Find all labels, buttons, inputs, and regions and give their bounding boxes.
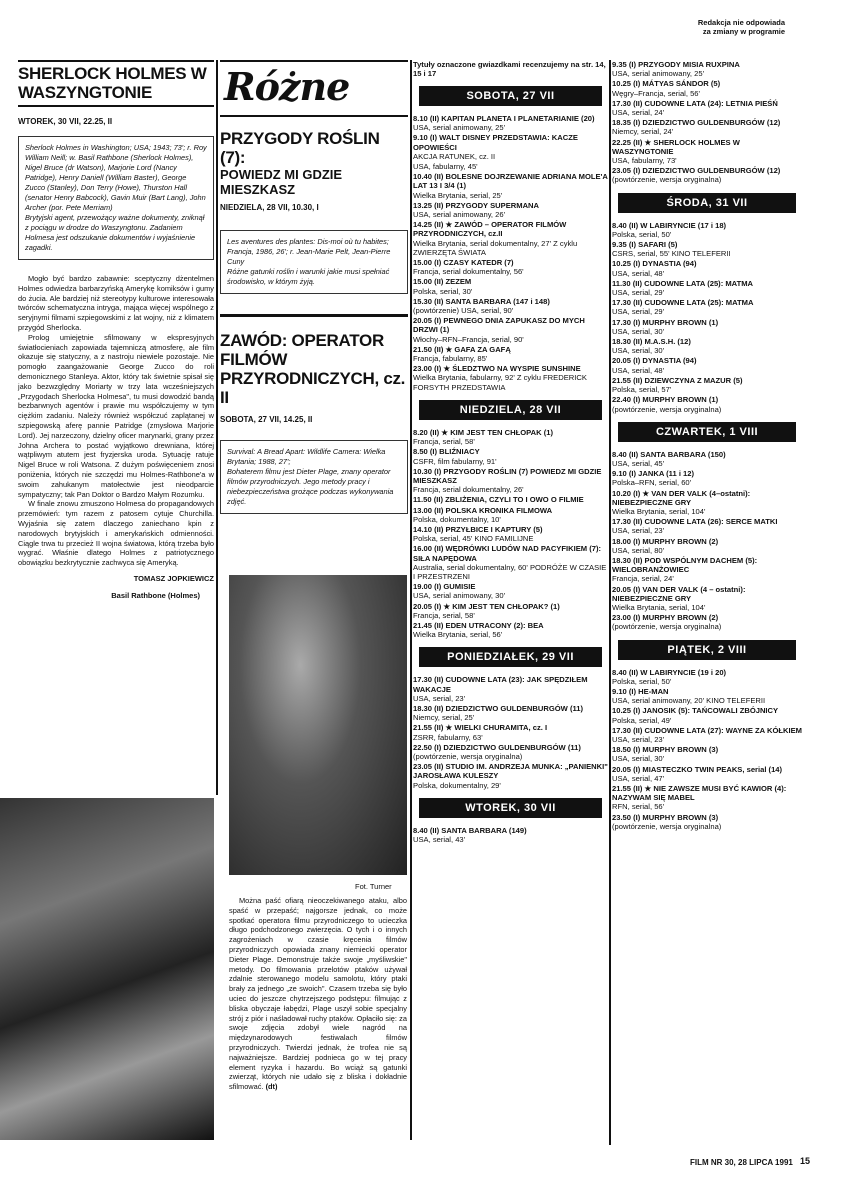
synopsis: Brytyjski agent, przewożący ważne dokumenty, zniknął z pociągu w drodze do Waszyngtonu. Zadaniem Holmesa jest odszukanie dokumentów i wyjaśnienie zagadki. (25, 213, 205, 252)
program-details: Francja, serial dokumentalny, 26' (413, 485, 524, 495)
program-title: 17.30 (II) CUDOWNE LATA (26): SERCE MATKI (612, 517, 778, 527)
program-title: 10.20 (I) ★ VAN DER VALK (4–ostatni): NIEBEZPIECZNE GRY (612, 488, 751, 507)
program-details: Francja, fabularny, 85' (413, 354, 488, 364)
program-details: Polska, serial, 45' KINO FAMILIJNE (413, 534, 534, 544)
program-title: 21.55 (II) ★ WIELKI CHURAMITA, cz. I (413, 723, 548, 733)
program-title: 8.10 (II) KAPITAN PLANETA I PLANETARIANIE (20) (413, 114, 595, 123)
program-title: 9.35 (I) SAFARI (5) (612, 240, 678, 250)
program-item (612, 556, 802, 584)
column-rule (609, 60, 611, 1145)
program-item (413, 704, 608, 722)
day-header: PONIEDZIAŁEK, 29 VII (419, 647, 602, 667)
program-details: Polska, serial, 50' (612, 229, 672, 239)
program-item (413, 762, 608, 790)
body-text: Można paść ofiarą nieoczekiwanego ataku, albo spaść w przepaść; najgorsze jednak, co może spotkać operatora filmu przyrodniczego to ucieczka długo podchodzonego zwierzęcia. O tych i o innych zagrożeniach w czasie kręcenia filmów przyrodniczych opowiada znany niemiecki operator Dieter Plage. Demonstruje także swoje „myśliwskie" metody. Do filmowania przelotów ptaków używał zdalnie sterowanego modelu samolotu, który ptaki brały za jednego „ze swoich". Czasem trzeba się było uciec do jeszcze chytrzejszego podstępu: filmując z bliska obyczaje łabędzi, Plage uszył sobie specjalny strój z piór i naśladował ruchy ptaków. Opłaciło się: za swoje zdjęcia zdobył wiele nagród na międzynarodowych festiwalach filmów przyrodniczych. Twierdzi jednak, że trofea nie są najważniejsze. Bardziej podnieca go w tej pracy element ryzyka i hazardu. Bo wciąż są gatunki zwierząt, których nie udało się z bliska i dokładnie sfilmować. (229, 896, 407, 1092)
program-item (413, 467, 608, 495)
listing-intro: Tytuły oznaczone gwiazdkami recenzujemy na str. 14, 15 i 17 (413, 60, 606, 78)
program-title: 17.30 (II) CUDOWNE LATA (25): MATMA (612, 298, 754, 308)
day-header: WTOREK, 30 VII (419, 798, 602, 818)
program-item (612, 240, 802, 258)
program-details: Polska, serial, 50' (612, 676, 672, 686)
program-item (612, 585, 802, 613)
rozne-section (220, 60, 408, 514)
program-details: Polska, serial, 57' (612, 385, 672, 395)
program-details: Wielka Brytania, serial dokumentalny, 27' Z cyklu ZWIERZĘTA ŚWIATA (413, 238, 578, 257)
synopsis: Bohaterem filmu jest Dieter Plage, znany operator filmów przyrodniczych. Jego metody pracy i niebezpieczeństwa grożące podczas wykonywania zdjęć. (227, 467, 394, 506)
program-item (413, 316, 608, 344)
program-title: 10.30 (I) PRZYGODY ROŚLIN (7) POWIEDZ MI GDZIE MIESZKASZ (413, 466, 602, 485)
program-title: 10.25 (I) DYNASTIA (94) (612, 259, 697, 269)
program-item (413, 826, 608, 844)
note-line-1: Redakcja nie odpowiada (697, 18, 785, 27)
item-title: PRZYGODY ROŚLIN (7): (220, 129, 380, 167)
program-item (612, 337, 802, 355)
air-time: WTOREK, 30 VII, 22.25, II (18, 117, 113, 126)
program-title: 9.10 (I) HE-MAN (612, 686, 669, 696)
program-title: 21.55 (II) DZIEWCZYNA Z MAZUR (5) (612, 375, 743, 385)
program-item (413, 133, 608, 161)
program-item (612, 765, 802, 783)
program-item (413, 428, 608, 446)
signature: (dt) (265, 1082, 278, 1092)
program-title: 21.45 (II) EDEN UTRACONY (2): BEA (413, 620, 544, 630)
diver-shark-photo (229, 575, 407, 875)
program-item (413, 172, 608, 200)
program-details: Francja, serial, 58' (413, 610, 475, 620)
footer-magazine: FILM NR 30, 28 LIPCA 1991 (690, 1158, 793, 1167)
item-title: ZAWÓD: OPERATOR FILMÓW PRZYRODNICZYCH, cz. II (220, 331, 406, 407)
program-item (413, 525, 608, 543)
program-details: Francja, serial dokumentalny, 56' (413, 267, 524, 277)
program-item (612, 259, 802, 277)
program-title: 18.00 (I) MURPHY BROWN (2) (612, 536, 719, 546)
holmes-article (18, 60, 214, 604)
program-details: USA, serial, 23' (413, 693, 466, 703)
program-item (612, 60, 802, 78)
program-details: Wielka Brytania, serial, 104' (612, 602, 706, 612)
program-title: 8.40 (II) SANTA BARBARA (150) (612, 449, 726, 459)
program-details: USA, serial, 30' (612, 326, 665, 336)
photo-credit: Fot. Turner (355, 882, 392, 891)
column-rule (410, 60, 412, 1140)
air-time: SOBOTA, 27 VII, 14.25, II (220, 415, 313, 424)
program-title: 20.05 (I) VAN DER VALK (4 – ostatni): NIEBEZPIECZNE GRY (612, 584, 746, 603)
section-title: Różne (224, 64, 350, 109)
program-details: USA, serial, 24' (612, 108, 665, 118)
program-item (612, 537, 802, 555)
program-title: 8.50 (I) BLIŹNIACY (413, 447, 480, 457)
program-item (612, 166, 802, 184)
program-item (413, 220, 608, 257)
program-title: 18.35 (I) DZIEDZICTWO GULDENBURGÓW (12) (612, 118, 781, 128)
program-details: USA, fabularny, 45' (413, 162, 478, 172)
program-details: USA, serial animowany, 20' KINO TELEFERII (612, 696, 766, 706)
program-item (413, 114, 608, 132)
note-line-2: za zmiany w programie (702, 27, 785, 36)
program-item (413, 162, 608, 171)
program-details: USA, serial, 48' (612, 268, 665, 278)
program-title: 15.00 (I) CZASY KATEDR (7) (413, 258, 514, 268)
program-item (413, 544, 608, 581)
program-details: Polska–RFN, serial, 60' (612, 478, 692, 488)
program-title: 23.00 (I) ★ ŚLEDZTWO NA WYSPIE SUNSHINE (413, 364, 581, 374)
rozne-body (229, 896, 407, 1092)
program-item (612, 517, 802, 535)
program-title: 17.30 (II) CUDOWNE LATA (24): LETNIA PIEŚŃ (612, 98, 778, 108)
program-title: 11.30 (II) CUDOWNE LATA (25): MATMA (612, 278, 754, 288)
program-title: 17.30 (I) MURPHY BROWN (1) (612, 317, 719, 327)
program-item (413, 364, 608, 392)
program-details: CSFR, film fabularny, 91' (413, 456, 497, 466)
program-title: 20.05 (I) MIASTECZKO TWIN PEAKS, serial (14) (612, 764, 783, 774)
program-item (612, 668, 802, 686)
program-details: USA, serial, 23' (612, 734, 665, 744)
credits-box (18, 136, 214, 260)
day-header: CZWARTEK, 1 VIII (618, 422, 796, 442)
program-item (413, 602, 608, 620)
air-time: NIEDZIELA, 28 VII, 10.30, I (220, 203, 319, 212)
program-item (413, 345, 608, 363)
photo-caption: Basil Rathbone (Holmes) (111, 590, 200, 600)
program-title: 18.30 (II) DZIEDZICTWO GULDENBURGÓW (11) (413, 703, 584, 713)
program-title: 8.40 (II) W LABIRYNCIE (19 i 20) (612, 667, 727, 677)
program-item (413, 621, 608, 639)
program-title: 15.30 (II) SANTA BARBARA (147 i 148) (413, 296, 550, 306)
program-title: 14.25 (II) ★ ZAWÓD – OPERATOR FILMÓW PRZYRODNICZYCH, cz.II (413, 220, 567, 239)
program-title: 22.40 (I) MURPHY BROWN (1) (612, 395, 719, 405)
program-title: 23.05 (I) DZIEDZICTWO GULDENBURGÓW (12) (612, 166, 781, 176)
program-details: Francja, serial, 24' (612, 574, 674, 584)
program-details: USA, serial, 43' (413, 835, 466, 844)
program-item (612, 726, 802, 744)
program-details: Polska, serial, 30' (413, 286, 473, 296)
program-title: 17.30 (II) CUDOWNE LATA (27): WAYNE ZA KÓŁKIEM (612, 725, 802, 735)
program-item (413, 297, 608, 315)
program-item (413, 582, 608, 600)
program-item (612, 318, 802, 336)
program-title: 14.10 (II) PRZYŁBICE I KAPTURY (5) (413, 524, 543, 534)
program-details: Wielka Brytania, serial, 104' (612, 506, 706, 516)
program-details: Węgry–Francja, serial, 56' (612, 88, 700, 98)
program-item (413, 447, 608, 465)
program-item (612, 813, 802, 831)
editorial-note (698, 18, 785, 36)
program-details: Wielka Brytania, serial, 56' (413, 630, 503, 640)
program-item (612, 784, 802, 812)
paragraph (229, 896, 407, 1092)
program-title: 8.20 (II) ★ KIM JEST TEN CHŁOPAK (1) (413, 427, 553, 437)
program-details: (powtórzenie) USA, serial, 90' (413, 306, 514, 316)
program-item (612, 376, 802, 394)
program-title: 22.50 (I) DZIEDZICTWO GULDENBURGÓW (11) (413, 742, 581, 752)
program-item (413, 495, 608, 504)
program-details: (powtórzenie, wersja oryginalna) (612, 404, 722, 414)
program-item (612, 395, 802, 413)
program-title: 22.25 (II) ★ SHERLOCK HOLMES W WASZYNGTONIE (612, 137, 740, 156)
program-title: 16.00 (II) WĘDRÓWKI LUDÓW NAD PACYFIKIEM (7): SIŁA NAPĘDOWA (413, 544, 602, 563)
program-title: 18.30 (II) M.A.S.H. (12) (612, 337, 691, 347)
program-details: Niemcy, serial, 25' (413, 713, 475, 723)
program-title: 10.25 (I) JANOSIK (5): TAŃCOWALI ZBÓJNICY (612, 706, 779, 716)
program-details: USA, serial, 45' (612, 458, 665, 468)
program-title: 10.40 (II) BOLESNE DOJRZEWANIE ADRIANA MOLE'A LAT 13 I 3/4 (1) (413, 172, 608, 191)
program-item (413, 277, 608, 295)
program-details: Polska, dokumentalny, 10' (413, 514, 501, 524)
program-item (612, 79, 802, 97)
column-rule (216, 60, 218, 795)
program-title: 18.30 (II) POD WSPÓLNYM DACHEM (5): WIELOBRANŻOWIEC (612, 555, 758, 575)
program-details: USA, serial animowany, 25' (413, 123, 506, 133)
program-title: 20.05 (I) PEWNEGO DNIA ZAPUKASZ DO MYCH DRZWI (1) (413, 316, 585, 335)
program-details: Australia, serial dokumentalny, 60' PODRÓŻE W CZASIE I PRZESTRZENI (413, 562, 607, 581)
author: TOMASZ JOPKIEWICZ (133, 573, 214, 583)
paragraph: Prolog umiejętnie sfilmowany w ekspresyjnych światłocieniach zapowiada tajemniczą atmosferę, ale film okazuje się statyczny, a z nastroju niewiele pozostaje. Nie pomogło zaangażowanie George Zucco do roli demonicznego Stanleya. Aktor, który tak świetnie spisał się jako bezwzględny Moriarty w trzy lata wcześniejszych „Przygodach Sherlocka Holmesa", tu musi dowodzić bandą bezbarwnych agentów i prawie mu współczujemy w tym ciężkim zadaniu. Należy również współczuć zaplątanej w szpiegowską aferę pannie Patridge (zmysłowa Marjorie Lord). Jej narzeczony, dzielny oficer marynarki, grany przez Johna Archera to postać wyjątkowo drewniana, której wątpliwym atutem jest fryzjerska uroda. Sytuację ratuje Nigel Bruce w roli Watsona. Z dużym poświęceniem znosi poniżenia, których nie szczędzi mu Holmes-Rathbone'a w swoim zahukanym matołectwie jest nieodparcie sympatyczny; tak Pan Doktor o Bardzo Małym Rozumku. (18, 332, 214, 499)
day-header: ŚRODA, 31 VII (618, 193, 796, 213)
paragraph: Mogło być bardzo zabawnie: sceptyczny dżentelmen Holmes odwiedza barbarzyńską Amerykę komiksów i gumy do żucia. Ale bardziej niż stereotypy kulturowe interesowała twórców schematyczna intryga, mająca więcej wspólnego z seryjnymi filmami szpiegowskimi z lat wojny, niż z klimatem przygód Sherlocka. (18, 274, 214, 332)
program-details: USA, serial, 29' (612, 307, 665, 317)
program-title: 18.50 (I) MURPHY BROWN (3) (612, 745, 719, 755)
program-item (612, 687, 802, 705)
credits-text: Les aventures des plantes: Dis-moi où tu habites; Francja, 1986, 26'; r. Jean-Marie Pelt, Jean-Pierre Cuny (227, 237, 391, 266)
program-title: 21.55 (II) ★ NIE ZAWSZE MUSI BYĆ KAWIOR (4): NAZYWAM SIĘ MABEL (612, 784, 787, 803)
program-details: Polska, serial, 49' (612, 715, 672, 725)
program-title: 10.25 (I) MÁTYAS SÁNDOR (5) (612, 79, 721, 89)
program-item (612, 450, 802, 468)
program-title: 9.10 (I) WALT DISNEY PRZEDSTAWIA: KACZE OPOWIEŚCI (413, 133, 578, 152)
program-details: Wielka Brytania, fabularny, 92' Z cyklu FREDERICK FORSYTH PRZEDSTAWIA (413, 373, 587, 392)
program-title: 15.00 (II) ZEZEM (413, 277, 472, 287)
paragraph: W finale znowu zmuszono Holmesa do propagandowych przemówień: tym razem z patosem cytuje Churchilla. Wyjaśnia się zatem dlaczego zaniechano kpin z narodowych brytyjskich i amerykańskich odmienności. Ciągle trwa tu przecież II wojna światowa, którą trzeba było wygrać. Właśnie dlatego Holmes z patriotycznego obowiązku bezkrytycznie zachwyca się Ameryką. (18, 499, 214, 568)
synopsis: Różne gatunki roślin i warunki jakie musi spełniać środowisko, w którym żyją. (227, 267, 390, 286)
program-title: 8.40 (II) W LABIRYNCIE (17 i 18) (612, 220, 727, 230)
day-header: PIĄTEK, 2 VIII (618, 640, 796, 660)
program-title: 11.50 (II) ZBLIŻENIA, CZYLI TO I OWO O FILMIE (413, 495, 584, 505)
program-item (413, 723, 608, 741)
program-details: USA, serial, 47' (612, 773, 665, 783)
article-title: SHERLOCK HOLMES W WASZYNGTONIE (18, 60, 214, 107)
credits-box (220, 230, 408, 294)
program-details: Polska, dokumentalny, 29' (413, 780, 501, 790)
program-details: (powtórzenie, wersja oryginalna) (612, 622, 722, 632)
holmes-photo (0, 798, 214, 1140)
program-item (612, 279, 802, 297)
program-item (612, 469, 802, 487)
program-item (612, 118, 802, 136)
program-title: 9.10 (I) JANKA (11 i 12) (612, 469, 695, 479)
program-details: USA, serial, 30' (612, 346, 665, 356)
program-details: USA, serial, 30' (612, 754, 665, 764)
program-item (413, 258, 608, 276)
credits-box (220, 440, 408, 514)
program-title: 23.05 (II) STUDIO IM. ANDRZEJA MUNKA: „PANIENKI" JAROSŁAWA KULESZY (413, 762, 608, 781)
program-item (612, 221, 802, 239)
program-title: 19.00 (I) GUMISIE (413, 582, 476, 592)
credits-text: Survival: A Bread Apart: Wildlife Camera: Wielka Brytania; 1988, 27'; (227, 447, 386, 466)
program-details: Francja, serial, 58' (413, 437, 475, 447)
program-title: 23.50 (I) MURPHY BROWN (3) (612, 812, 719, 822)
program-details: USA, serial, 80' (612, 545, 665, 555)
program-item (413, 743, 608, 761)
program-details: (powtórzenie, wersja oryginalna) (413, 751, 523, 761)
program-item (612, 613, 802, 631)
tv-listing-2 (612, 60, 802, 832)
program-title: 21.50 (II) ★ GAFA ZA GAFĄ (413, 344, 511, 354)
program-details: USA, serial animowany, 26' (413, 210, 506, 220)
item-subtitle: POWIEDZ MI GDZIE MIESZKASZ (220, 167, 343, 197)
program-details: (powtórzenie, wersja oryginalna) (612, 175, 722, 185)
day-header: SOBOTA, 27 VII (419, 86, 602, 106)
program-title: 17.30 (II) CUDOWNE LATA (23): JAK SPĘDZIŁEM WAKACJE (413, 675, 588, 694)
program-item (612, 298, 802, 316)
program-details: USA, serial, 29' (612, 288, 665, 298)
program-details: Niemcy, serial, 24' (612, 127, 674, 137)
program-title: 13.00 (II) POLSKA KRONIKA FILMOWA (413, 505, 553, 515)
program-details: CSRS, serial, 55' KINO TELEFERII (612, 249, 731, 259)
program-details: USA, serial, 23' (612, 526, 665, 536)
program-details: Włochy–RFN–Francja, serial, 90' (413, 334, 524, 344)
program-title: 20.05 (I) DYNASTIA (94) (612, 356, 697, 366)
program-details: AKCJA RATUNEK, cz. II (413, 151, 496, 161)
program-item (413, 506, 608, 524)
program-details: Wielka Brytania, serial, 25' (413, 190, 503, 200)
program-details: RFN, serial, 56' (612, 802, 665, 812)
program-title: 23.00 (I) MURPHY BROWN (2) (612, 613, 719, 623)
program-item (612, 706, 802, 724)
program-title: 8.40 (II) SANTA BARBARA (149) (413, 825, 527, 835)
program-title: 20.05 (I) ★ KIM JEST TEN CHŁOPAK? (1) (413, 601, 560, 611)
program-title: 13.25 (II) PRZYGODY SUPERMANA (413, 200, 540, 210)
program-item (413, 201, 608, 219)
section-header (220, 60, 408, 117)
credits-text: Sherlock Holmes in Washington; USA; 1943; 73'; r. Roy William Neill; w. Basil Rathbone (Sherlock Holmes), Nigel Bruce (dr Watson), Marjorie Lord (Nancy Patridge), Henry Daniell (William Baster), George Zucco (Stanley), Don Terry (Howe), Thurston Hall (senator Henry Babcock), Gavin Muir (Bart Lang), John Archer (por. Pete Merriam) (25, 143, 207, 212)
program-details: USA, serial animowany, 25' (612, 69, 705, 79)
page-number: 15 (800, 1156, 811, 1166)
program-details: USA, serial, 48' (612, 365, 665, 375)
day-header: NIEDZIELA, 28 VII (419, 400, 602, 420)
program-item (612, 745, 802, 763)
program-details: USA, serial animowany, 30' (413, 591, 506, 601)
program-item (413, 675, 608, 703)
program-item (612, 356, 802, 374)
program-details: USA, fabularny, 73' (612, 156, 677, 166)
program-item (612, 99, 802, 117)
program-title: 9.35 (I) PRZYGODY MISIA RUXPINA (612, 60, 740, 69)
program-details: (powtórzenie, wersja oryginalna) (612, 821, 722, 831)
program-details: ZSRR, fabularny, 63' (413, 732, 483, 742)
tv-listing-1 (413, 60, 608, 845)
program-item (612, 138, 802, 166)
program-item (612, 489, 802, 517)
